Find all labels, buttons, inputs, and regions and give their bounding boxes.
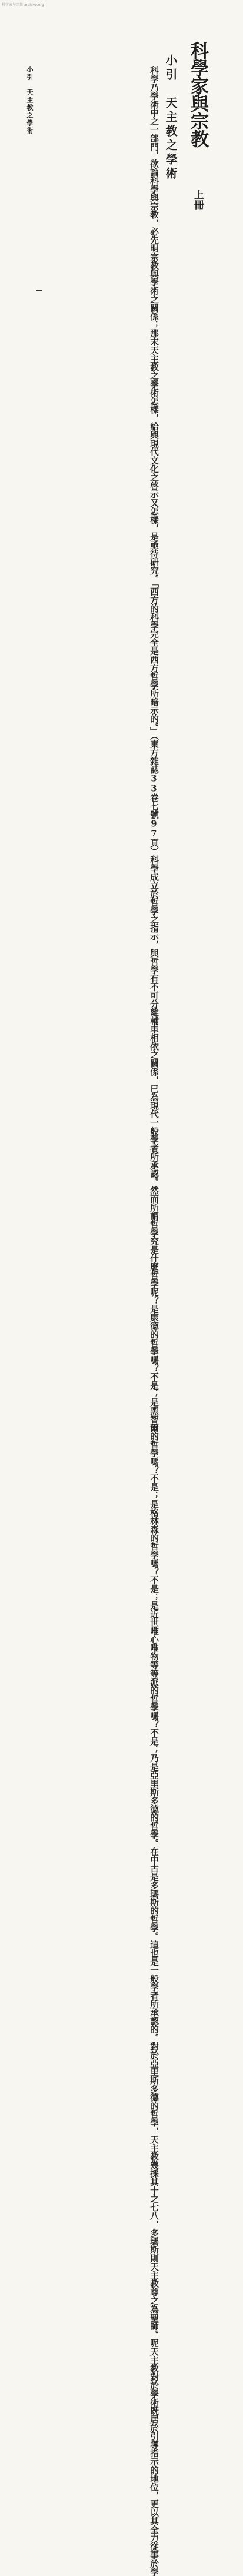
chapter-title: 小引 天主教之學術 [164, 54, 178, 181]
book-title: 科學家與宗教 [187, 41, 208, 147]
volume-label: 上冊 [192, 190, 204, 210]
running-head: 小引 天主教之學術 [26, 66, 34, 135]
body-paragraph: 科學乃學術中之一部門，欲論科學與宗教，必先明宗教與學術之關係；那末天主教之學術怎樣，給與現代文化之啓示又怎樣，是亟待研究。「西方的科學完全是西方哲學所暗示的。」（東方雜誌33卷七號97頁）科學成立於哲學之指示，與哲學有不可分離輔車相依之關係，已為現代一般學者所承認。然而所謂哲學究是什麽哲學呢？是康德的哲學嗎？不是；是黑智爾的哲學嗎？不是；是格林森的哲學嗎？不是；是近世唯心唯物等等派的哲學嗎？不是；乃是亞里斯多德的哲學。在中古是多瑪斯的哲學。這也是一般學者所承認的。對於亞里斯多德的哲學，天主教幾採其十之七八，多瑪斯則天主教尊之為聖師。呢天主教對於學術既居於引導指示的地位，更以其全力從事於學 [149, 58, 159, 2576]
watermark: 科学家与宗教 archive.org [2, 3, 44, 7]
body-text [38, 58, 159, 2576]
page-number-mark [36, 290, 42, 291]
